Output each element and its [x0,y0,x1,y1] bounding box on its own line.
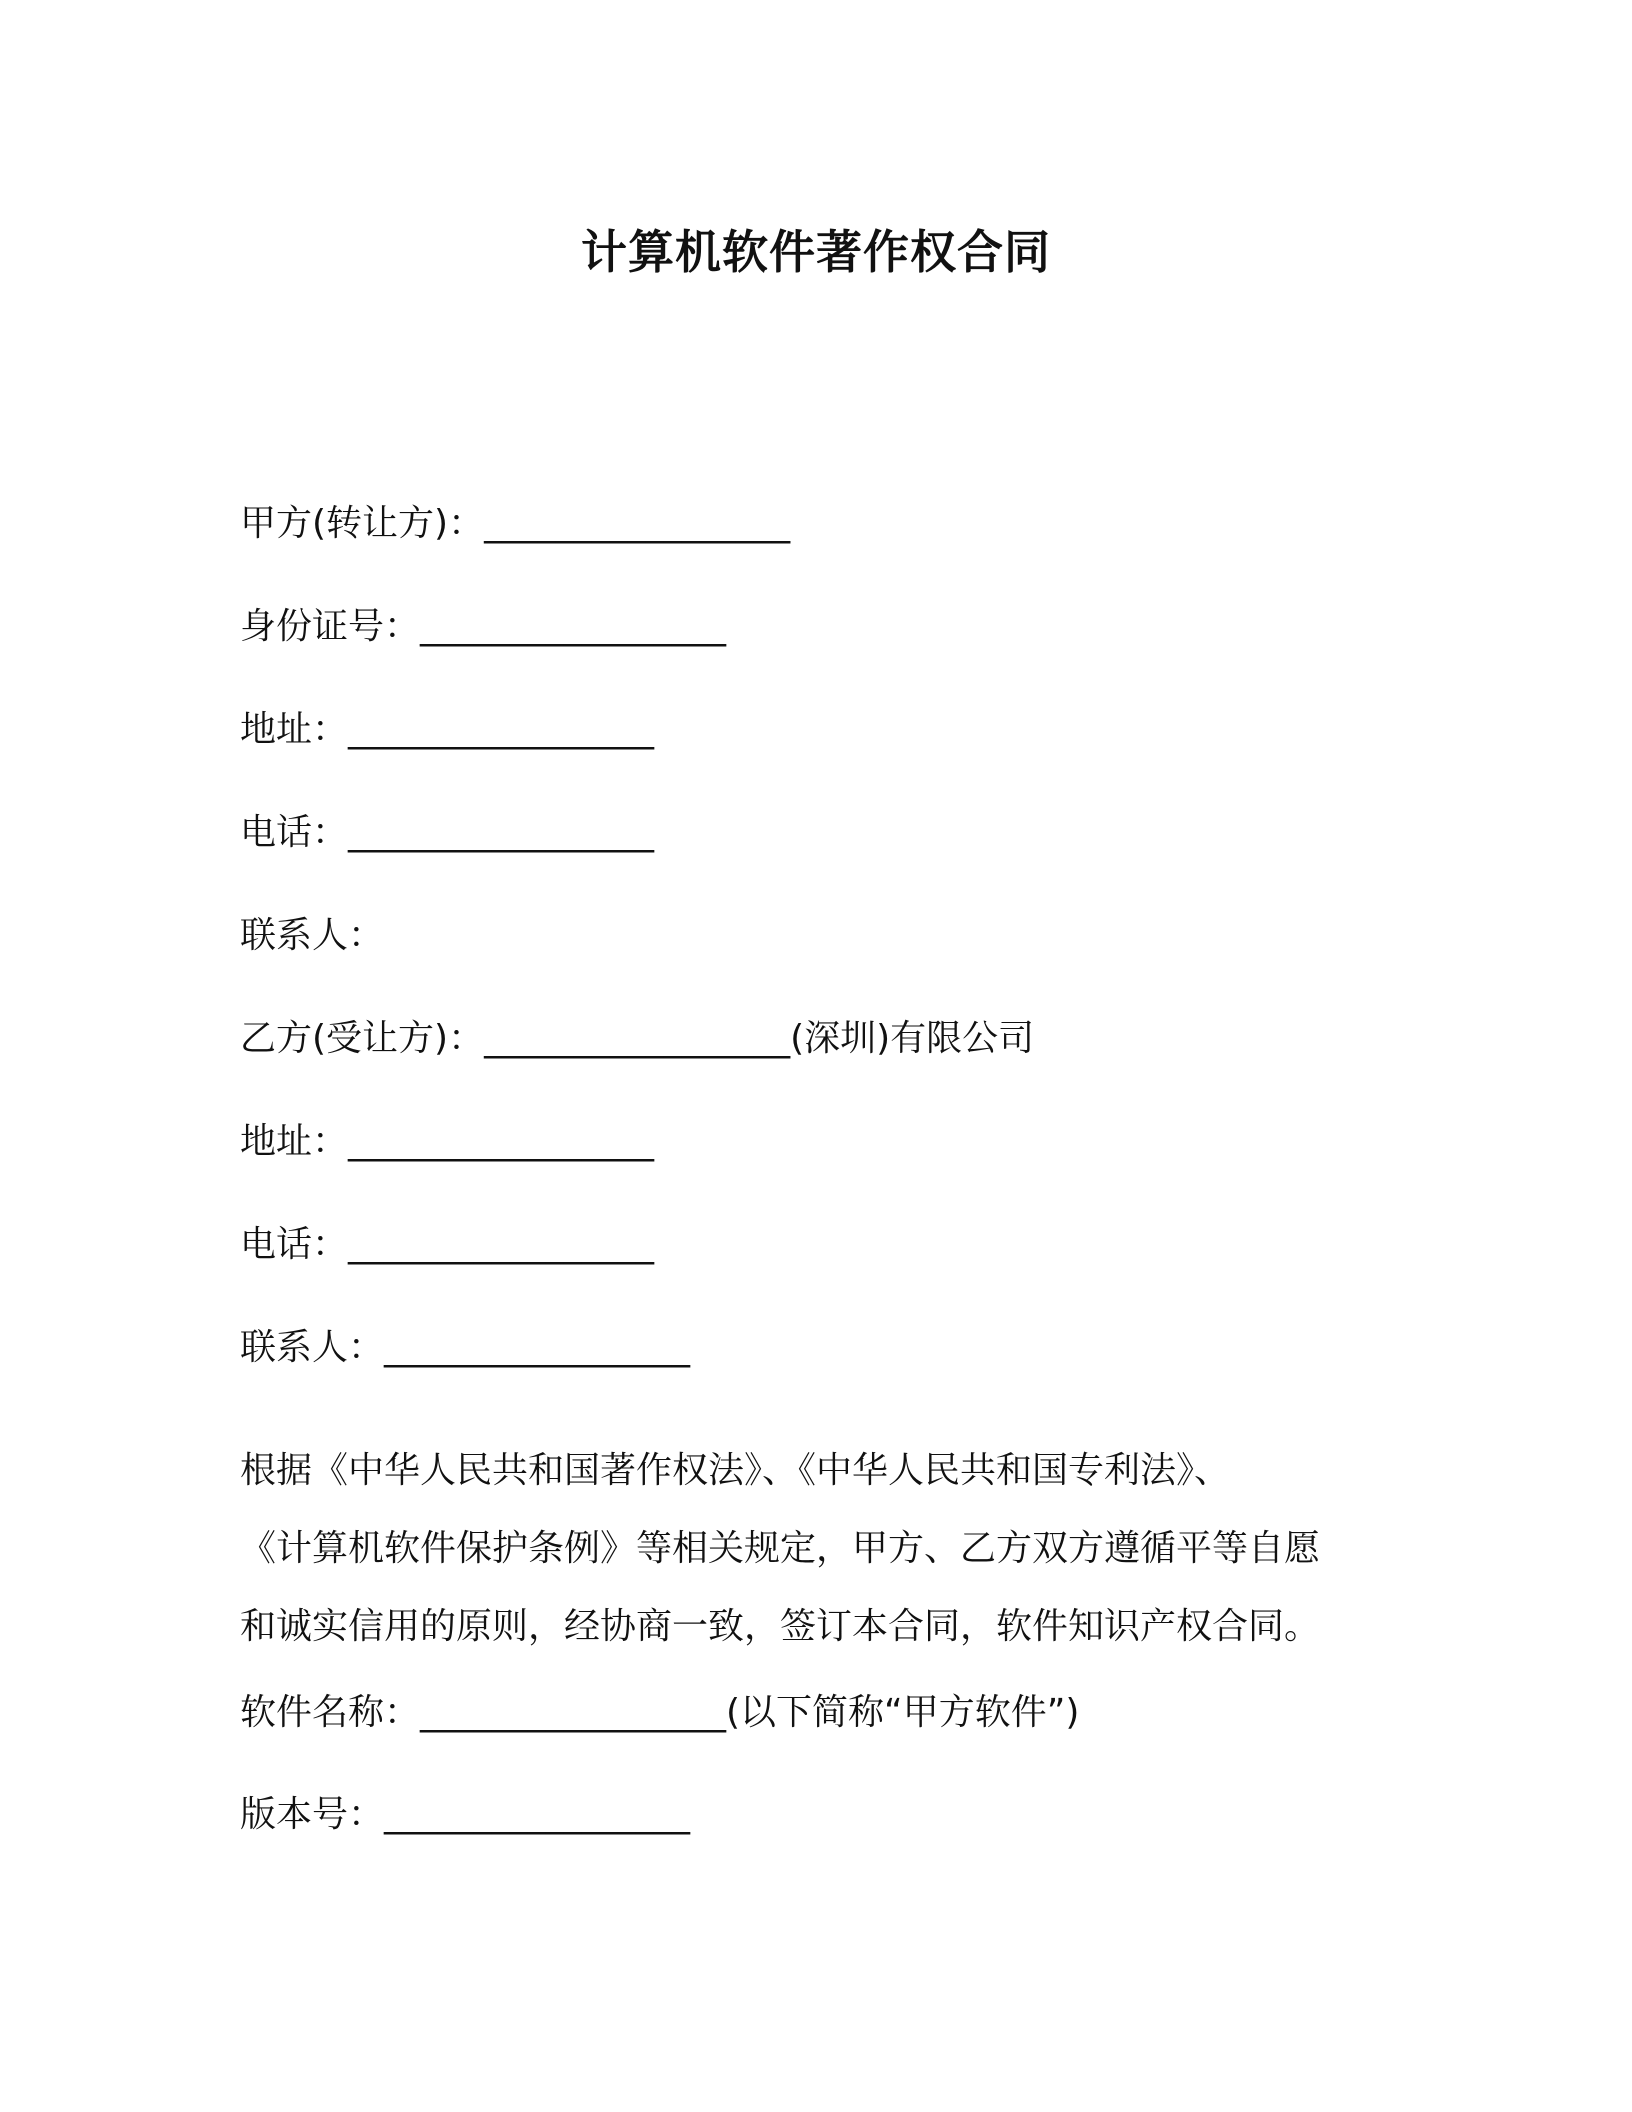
party-a-phone-line: 电话：_________________ [240,812,655,853]
preamble-line-1: 根据《中华人民共和国著作权法》、《中华人民共和国专利法》、 [240,1450,1231,1491]
party-b-contact-line: 联系人：_________________ [240,1327,691,1368]
party-a-line: 甲方(转让方)：_________________ [240,503,791,544]
party-a-contact-line: 联系人： [240,915,385,956]
software-version-line: 版本号：_________________ [240,1794,691,1835]
preamble-line-2: 《计算机软件保护条例》等相关规定，甲方、乙方双方遵循平等自愿 [240,1528,1321,1569]
party-a-address-line: 地址：_________________ [240,709,655,750]
party-b-address-line: 地址：_________________ [240,1121,655,1162]
party-b-phone-line: 电话：_________________ [240,1224,655,1265]
preamble-paragraph [240,1432,1390,1666]
preamble-line-3: 和诚实信用的原则，经协商一致，签订本合同，软件知识产权合同。 [240,1606,1321,1647]
software-name-line: 软件名称：_________________(以下简称“甲方软件”) [240,1692,1080,1733]
party-a-id-line: 身份证号：_________________ [240,606,727,647]
party-b-line: 乙方(受让方)：_________________(深圳)有限公司 [240,1018,1035,1059]
document-title: 计算机软件著作权合同 [581,225,1051,279]
